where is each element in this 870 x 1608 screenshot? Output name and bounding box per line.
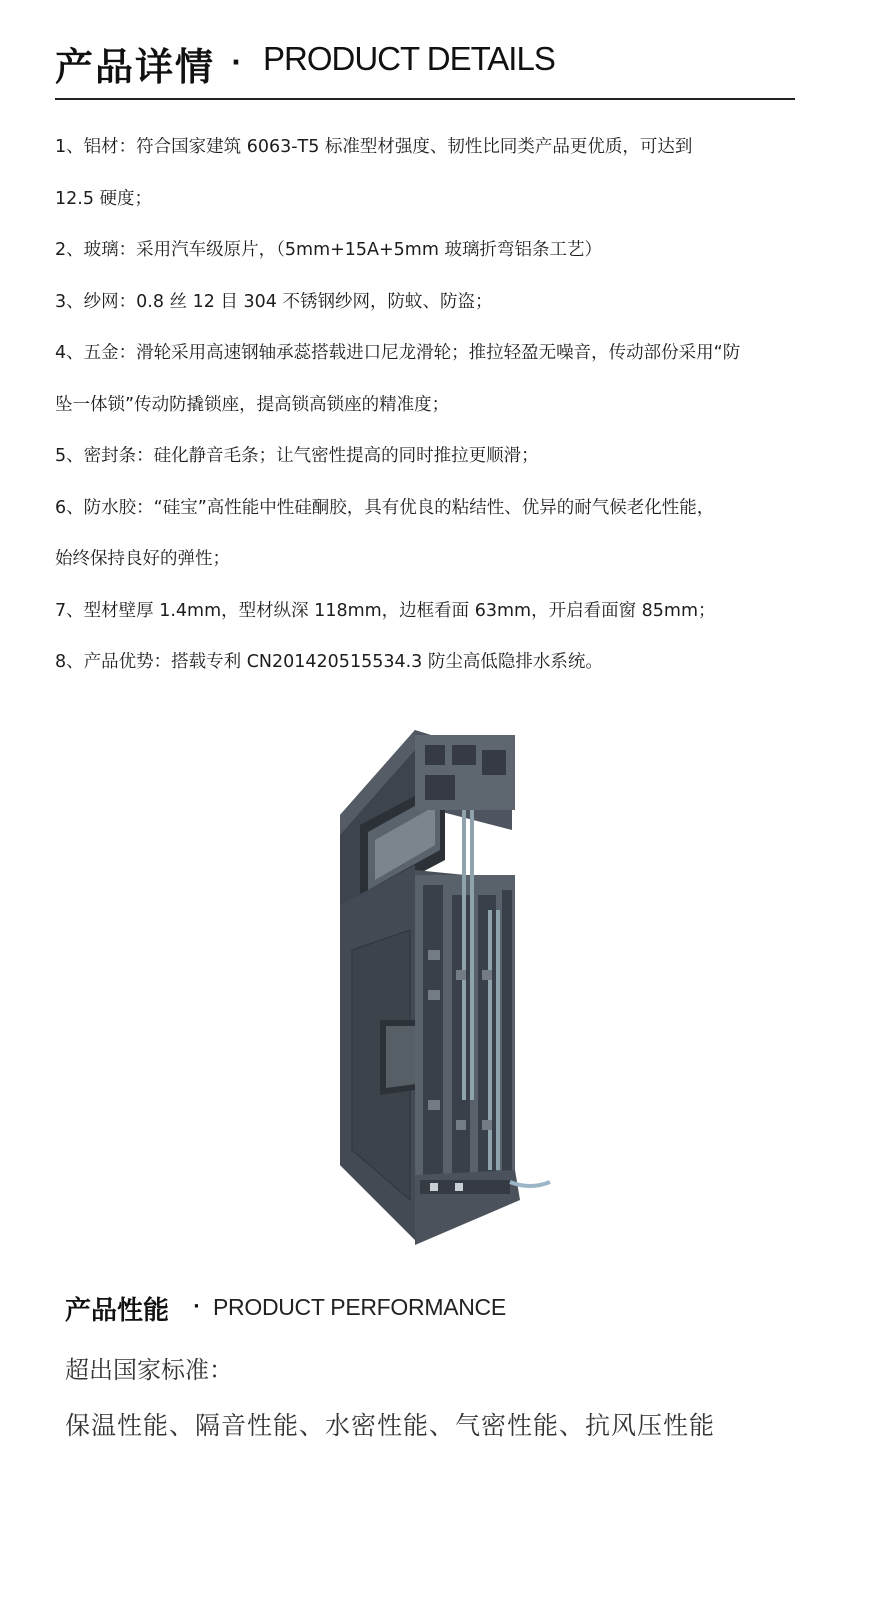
performance-list: 保温性能、隔音性能、水密性能、气密性能、抗风压性能 — [65, 1411, 716, 1440]
detail-line-3: 2、玻璃：采用汽车级原片，（5mm+15A+5mm 玻璃折弯铝条工艺） — [55, 240, 602, 260]
details-title-cn: 产品详情 — [55, 45, 216, 89]
detail-line-4: 3、纱网：0.8 丝 12 目 304 不锈钢纱网，防蚊、防盗； — [55, 291, 493, 312]
detail-line-10: 7、型材壁厚 1.4mm，型材纵深 118mm，边框看面 63mm，开启看面窗 85mm； — [55, 600, 716, 621]
window-profile-cross-section-image — [320, 720, 560, 1260]
details-title-en: PRODUCT DETAILS — [263, 40, 555, 77]
title-separator: · — [231, 48, 241, 78]
detail-line-6: 坠一体锁”传动防撬锁座，提高锁高锁座的精准度； — [55, 394, 450, 415]
performance-separator: · — [193, 1296, 200, 1317]
performance-subtitle: 超出国家标准： — [65, 1356, 233, 1384]
performance-title-cn: 产品性能 — [65, 1296, 170, 1326]
detail-line-2: 12.5 硬度； — [55, 188, 153, 209]
detail-line-7: 5、密封条：硅化静音毛条；让气密性提高的同时推拉更顺滑； — [55, 446, 539, 466]
performance-title-en: PRODUCT PERFORMANCE — [213, 1294, 506, 1320]
detail-line-1: 1、铝材：符合国家建筑 6063-T5 标准型材强度、韧性比同类产品更优质，可达到 — [55, 137, 693, 157]
section-header-details — [55, 30, 795, 100]
detail-line-9: 始终保持良好的弹性； — [55, 549, 230, 569]
detail-line-11: 8、产品优势：搭载专利 CN201420515534.3 防尘高低隐排水系统。 — [55, 652, 603, 672]
detail-line-5: 4、五金：滑轮采用高速钢轴承蕊搭载进口尼龙滑轮；推拉轻盈无噪音，传动部份采用“防 — [55, 343, 741, 363]
product-details-list — [55, 122, 815, 689]
detail-line-8: 6、防水胶：“硅宝”高性能中性硅酮胶，具有优良的粘结性、优异的耐气候老化性能， — [55, 497, 715, 518]
